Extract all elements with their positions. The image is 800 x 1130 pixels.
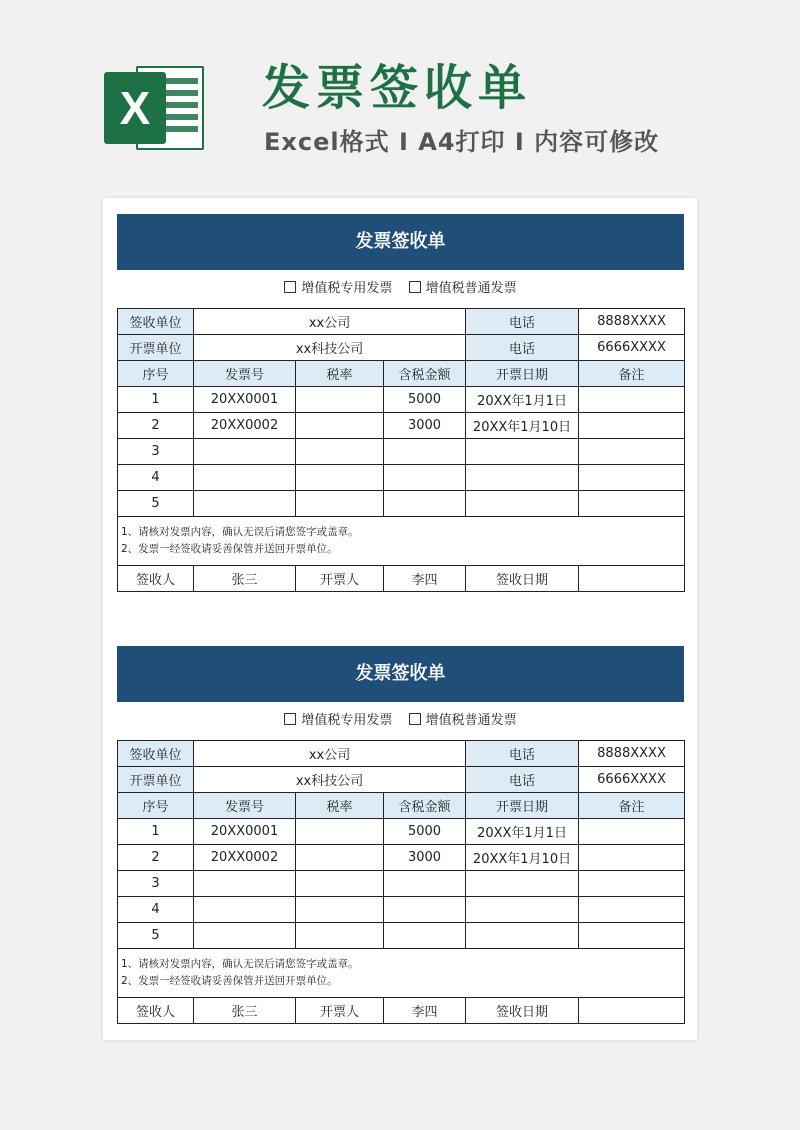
cell-date[interactable]: 20XX年1月10日 (466, 413, 579, 439)
page-subtitle: Excel格式 I A4打印 I 内容可修改 (264, 128, 660, 156)
cell-invoice-no[interactable] (194, 923, 296, 949)
col-header-invoice-no: 发票号 (194, 361, 296, 387)
sign-date-label: 签收日期 (466, 998, 579, 1024)
cell-date[interactable]: 20XX年1月1日 (466, 387, 579, 413)
note-line: 2、发票一经签收请妥善保管并送回开票单位。 (121, 975, 338, 987)
invoice-receipt-form-2 (117, 646, 684, 1024)
receiver-phone[interactable]: 8888XXXX (579, 741, 685, 767)
receiver-phone[interactable]: 8888XXXX (579, 309, 685, 335)
cell-remark[interactable] (579, 923, 685, 949)
table-row (118, 923, 685, 949)
invoice-type-options (117, 270, 684, 308)
checkbox-icon[interactable] (284, 281, 296, 293)
receiver-phone-label: 电话 (466, 741, 579, 767)
cell-amount[interactable]: 5000 (384, 387, 466, 413)
cell-remark[interactable] (579, 387, 685, 413)
cell-remark[interactable] (579, 491, 685, 517)
cell-tax-rate[interactable] (296, 871, 384, 897)
table-row (118, 413, 685, 439)
cell-index[interactable]: 2 (118, 845, 194, 871)
cell-tax-rate[interactable] (296, 923, 384, 949)
receiver-value[interactable]: xx公司 (194, 741, 466, 767)
checkbox-icon[interactable] (284, 713, 296, 725)
receiver-phone-label: 电话 (466, 309, 579, 335)
issuer-phone[interactable]: 6666XXXX (579, 767, 685, 793)
col-header-remark: 备注 (579, 361, 685, 387)
note-line: 1、请核对发票内容，确认无误后请您签字或盖章。 (121, 958, 359, 970)
type-option-special[interactable]: 增值税专用发票 (284, 270, 392, 308)
cell-tax-rate[interactable] (296, 387, 384, 413)
cell-index[interactable]: 2 (118, 413, 194, 439)
cell-index[interactable]: 1 (118, 387, 194, 413)
table-row (118, 387, 685, 413)
issuer-sign-value[interactable]: 李四 (384, 566, 466, 592)
receiver-sign-label: 签收人 (118, 998, 194, 1024)
cell-date[interactable]: 20XX年1月10日 (466, 845, 579, 871)
checkbox-icon[interactable] (409, 281, 421, 293)
issuer-phone-label: 电话 (466, 767, 579, 793)
column-header-row (118, 361, 685, 387)
issuer-value[interactable]: xx科技公司 (194, 767, 466, 793)
issuer-row (118, 335, 685, 361)
col-header-date: 开票日期 (466, 793, 579, 819)
cell-date[interactable] (466, 491, 579, 517)
table-row (118, 897, 685, 923)
cell-index[interactable]: 3 (118, 439, 194, 465)
page-title: 发票签收单 (262, 60, 533, 116)
cell-tax-rate[interactable] (296, 819, 384, 845)
document-page (103, 198, 697, 1040)
issuer-sign-value[interactable]: 李四 (384, 998, 466, 1024)
issuer-phone[interactable]: 6666XXXX (579, 335, 685, 361)
cell-tax-rate[interactable] (296, 465, 384, 491)
invoice-table (117, 740, 685, 1024)
cell-tax-rate[interactable] (296, 413, 384, 439)
invoice-receipt-form-1 (117, 214, 684, 592)
signature-row (118, 566, 685, 592)
type-option-general[interactable]: 增值税普通发票 (409, 702, 517, 740)
cell-amount[interactable]: 3000 (384, 845, 466, 871)
receiver-sign-value[interactable]: 张三 (194, 566, 296, 592)
cell-date[interactable] (466, 871, 579, 897)
cell-tax-rate[interactable] (296, 491, 384, 517)
notes-row (118, 949, 685, 998)
banner (0, 0, 800, 195)
issuer-value[interactable]: xx科技公司 (194, 335, 466, 361)
note-line: 2、发票一经签收请妥善保管并送回开票单位。 (121, 543, 338, 555)
cell-date[interactable] (466, 465, 579, 491)
cell-amount[interactable]: 3000 (384, 413, 466, 439)
cell-remark[interactable] (579, 413, 685, 439)
cell-index[interactable]: 1 (118, 819, 194, 845)
cell-amount[interactable] (384, 491, 466, 517)
cell-invoice-no[interactable]: 20XX0002 (194, 413, 296, 439)
column-header-row (118, 793, 685, 819)
cell-invoice-no[interactable] (194, 871, 296, 897)
cell-tax-rate[interactable] (296, 845, 384, 871)
excel-icon (104, 58, 204, 158)
cell-invoice-no[interactable]: 20XX0001 (194, 819, 296, 845)
receiver-label: 签收单位 (118, 309, 194, 335)
cell-remark[interactable] (579, 845, 685, 871)
table-row (118, 491, 685, 517)
type-option-special[interactable]: 增值税专用发票 (284, 702, 392, 740)
col-header-index: 序号 (118, 361, 194, 387)
notes-cell (118, 517, 685, 566)
table-row (118, 845, 685, 871)
cell-invoice-no[interactable]: 20XX0001 (194, 387, 296, 413)
receiver-value[interactable]: xx公司 (194, 309, 466, 335)
note-line: 1、请核对发票内容，确认无误后请您签字或盖章。 (121, 526, 359, 538)
cell-index[interactable]: 4 (118, 897, 194, 923)
cell-invoice-no[interactable]: 20XX0002 (194, 845, 296, 871)
cell-date[interactable] (466, 923, 579, 949)
col-header-remark: 备注 (579, 793, 685, 819)
cell-index[interactable]: 3 (118, 871, 194, 897)
issuer-label: 开票单位 (118, 335, 194, 361)
signature-row (118, 998, 685, 1024)
cell-index[interactable]: 5 (118, 923, 194, 949)
cell-index[interactable]: 5 (118, 491, 194, 517)
col-header-invoice-no: 发票号 (194, 793, 296, 819)
table-row (118, 871, 685, 897)
type-option-general[interactable]: 增值税普通发票 (409, 270, 517, 308)
cell-amount[interactable] (384, 439, 466, 465)
cell-amount[interactable]: 5000 (384, 819, 466, 845)
col-header-tax-rate: 税率 (296, 361, 384, 387)
col-header-amount: 含税金额 (384, 793, 466, 819)
issuer-row (118, 767, 685, 793)
receiver-row (118, 309, 685, 335)
receiver-label: 签收单位 (118, 741, 194, 767)
cell-invoice-no[interactable] (194, 465, 296, 491)
issuer-label: 开票单位 (118, 767, 194, 793)
form-title: 发票签收单 (117, 646, 684, 702)
cell-tax-rate[interactable] (296, 439, 384, 465)
receiver-sign-value[interactable]: 张三 (194, 998, 296, 1024)
invoice-table (117, 308, 685, 592)
issuer-sign-label: 开票人 (296, 998, 384, 1024)
cell-remark[interactable] (579, 439, 685, 465)
form-title: 发票签收单 (117, 214, 684, 270)
cell-remark[interactable] (579, 897, 685, 923)
sign-date-value[interactable] (579, 998, 685, 1024)
col-header-date: 开票日期 (466, 361, 579, 387)
issuer-phone-label: 电话 (466, 335, 579, 361)
cell-remark[interactable] (579, 465, 685, 491)
cell-tax-rate[interactable] (296, 897, 384, 923)
receiver-row (118, 741, 685, 767)
cell-amount[interactable] (384, 871, 466, 897)
table-row (118, 439, 685, 465)
cell-amount[interactable] (384, 465, 466, 491)
cell-date[interactable]: 20XX年1月1日 (466, 819, 579, 845)
table-row (118, 465, 685, 491)
sign-date-label: 签收日期 (466, 566, 579, 592)
table-row (118, 819, 685, 845)
col-header-tax-rate: 税率 (296, 793, 384, 819)
cell-invoice-no[interactable] (194, 897, 296, 923)
notes-cell (118, 949, 685, 998)
cell-invoice-no[interactable] (194, 439, 296, 465)
receiver-sign-label: 签收人 (118, 566, 194, 592)
checkbox-icon[interactable] (409, 713, 421, 725)
issuer-sign-label: 开票人 (296, 566, 384, 592)
cell-remark[interactable] (579, 871, 685, 897)
cell-remark[interactable] (579, 819, 685, 845)
cell-date[interactable] (466, 439, 579, 465)
cell-amount[interactable] (384, 897, 466, 923)
sign-date-value[interactable] (579, 566, 685, 592)
cell-invoice-no[interactable] (194, 491, 296, 517)
excel-logo-letter: X (104, 72, 166, 144)
notes-row (118, 517, 685, 566)
cell-amount[interactable] (384, 923, 466, 949)
col-header-amount: 含税金额 (384, 361, 466, 387)
col-header-index: 序号 (118, 793, 194, 819)
invoice-type-options (117, 702, 684, 740)
cell-date[interactable] (466, 897, 579, 923)
cell-index[interactable]: 4 (118, 465, 194, 491)
